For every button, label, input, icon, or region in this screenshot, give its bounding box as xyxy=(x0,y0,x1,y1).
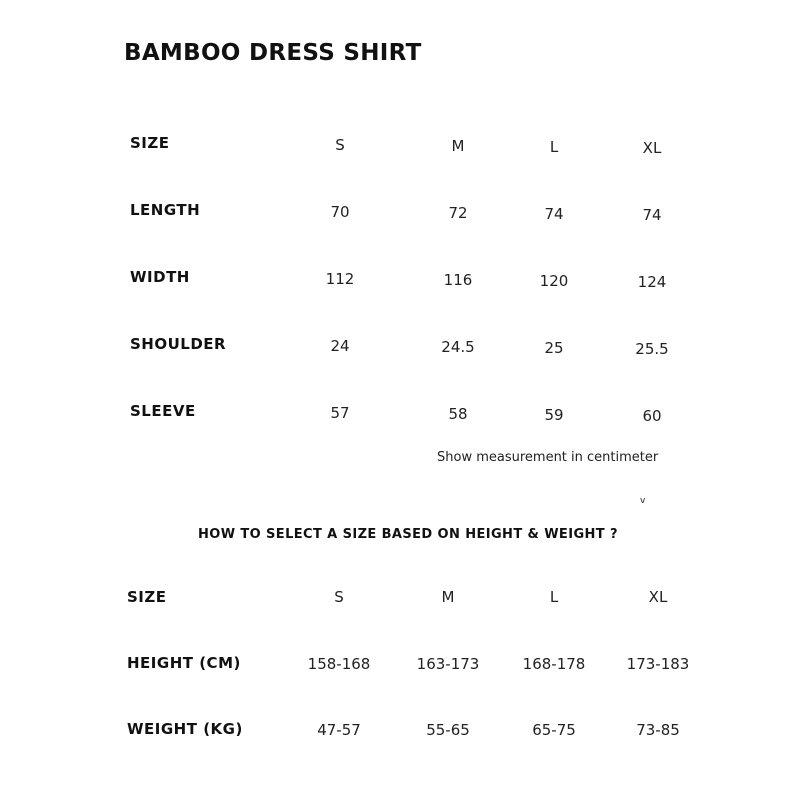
measurement-cell: 112 xyxy=(325,270,355,288)
guide-cell: 168-178 xyxy=(522,655,586,673)
measurement-row-label: SIZE xyxy=(130,134,170,152)
guide-row-label: SIZE xyxy=(127,588,167,606)
measurement-cell: 59 xyxy=(544,406,564,424)
measurement-row-label: SHOULDER xyxy=(130,335,227,353)
measurement-row-label: SLEEVE xyxy=(130,402,196,420)
measurement-cell: 124 xyxy=(637,273,667,291)
measurement-cell: 57 xyxy=(330,404,350,422)
page-title: BAMBOO DRESS SHIRT xyxy=(124,40,422,66)
guide-cell: S xyxy=(334,588,344,606)
measurement-cell: 72 xyxy=(448,204,468,222)
measurement-row-label: LENGTH xyxy=(130,201,201,219)
guide-cell: M xyxy=(441,588,455,606)
measurement-cell: XL xyxy=(642,139,662,157)
guide-cell: XL xyxy=(648,588,668,606)
measurement-cell: 60 xyxy=(642,407,662,425)
guide-row-label: HEIGHT (CM) xyxy=(127,654,241,672)
measurement-cell: M xyxy=(451,137,465,155)
guide-cell: 173-183 xyxy=(626,655,690,673)
guide-cell: 55-65 xyxy=(426,721,470,739)
chevron-down-icon[interactable]: v xyxy=(640,496,646,506)
measurement-cell: 25 xyxy=(544,339,564,357)
measurement-cell: 25.5 xyxy=(635,340,669,358)
measurement-cell: 74 xyxy=(544,205,564,223)
measurement-row-label: WIDTH xyxy=(130,268,190,286)
guide-cell: 163-173 xyxy=(416,655,480,673)
measurement-cell: 24 xyxy=(330,337,350,355)
guide-cell: 47-57 xyxy=(317,721,361,739)
measurement-cell: L xyxy=(549,138,559,156)
guide-cell: L xyxy=(549,588,559,606)
measurement-cell: 120 xyxy=(539,272,569,290)
guide-row-label: WEIGHT (KG) xyxy=(127,720,243,738)
measurement-cell: 74 xyxy=(642,206,662,224)
size-guide-heading: HOW TO SELECT A SIZE BASED ON HEIGHT & WEIGHT ? xyxy=(198,527,618,542)
measurement-cell: 58 xyxy=(448,405,468,423)
measurement-cell: S xyxy=(335,136,345,154)
unit-selector-label[interactable]: Show measurement in centimeter xyxy=(437,450,659,465)
measurement-cell: 24.5 xyxy=(441,338,475,356)
guide-cell: 65-75 xyxy=(532,721,576,739)
guide-cell: 73-85 xyxy=(636,721,680,739)
measurement-cell: 70 xyxy=(330,203,350,221)
measurement-cell: 116 xyxy=(443,271,473,289)
guide-cell: 158-168 xyxy=(307,655,371,673)
